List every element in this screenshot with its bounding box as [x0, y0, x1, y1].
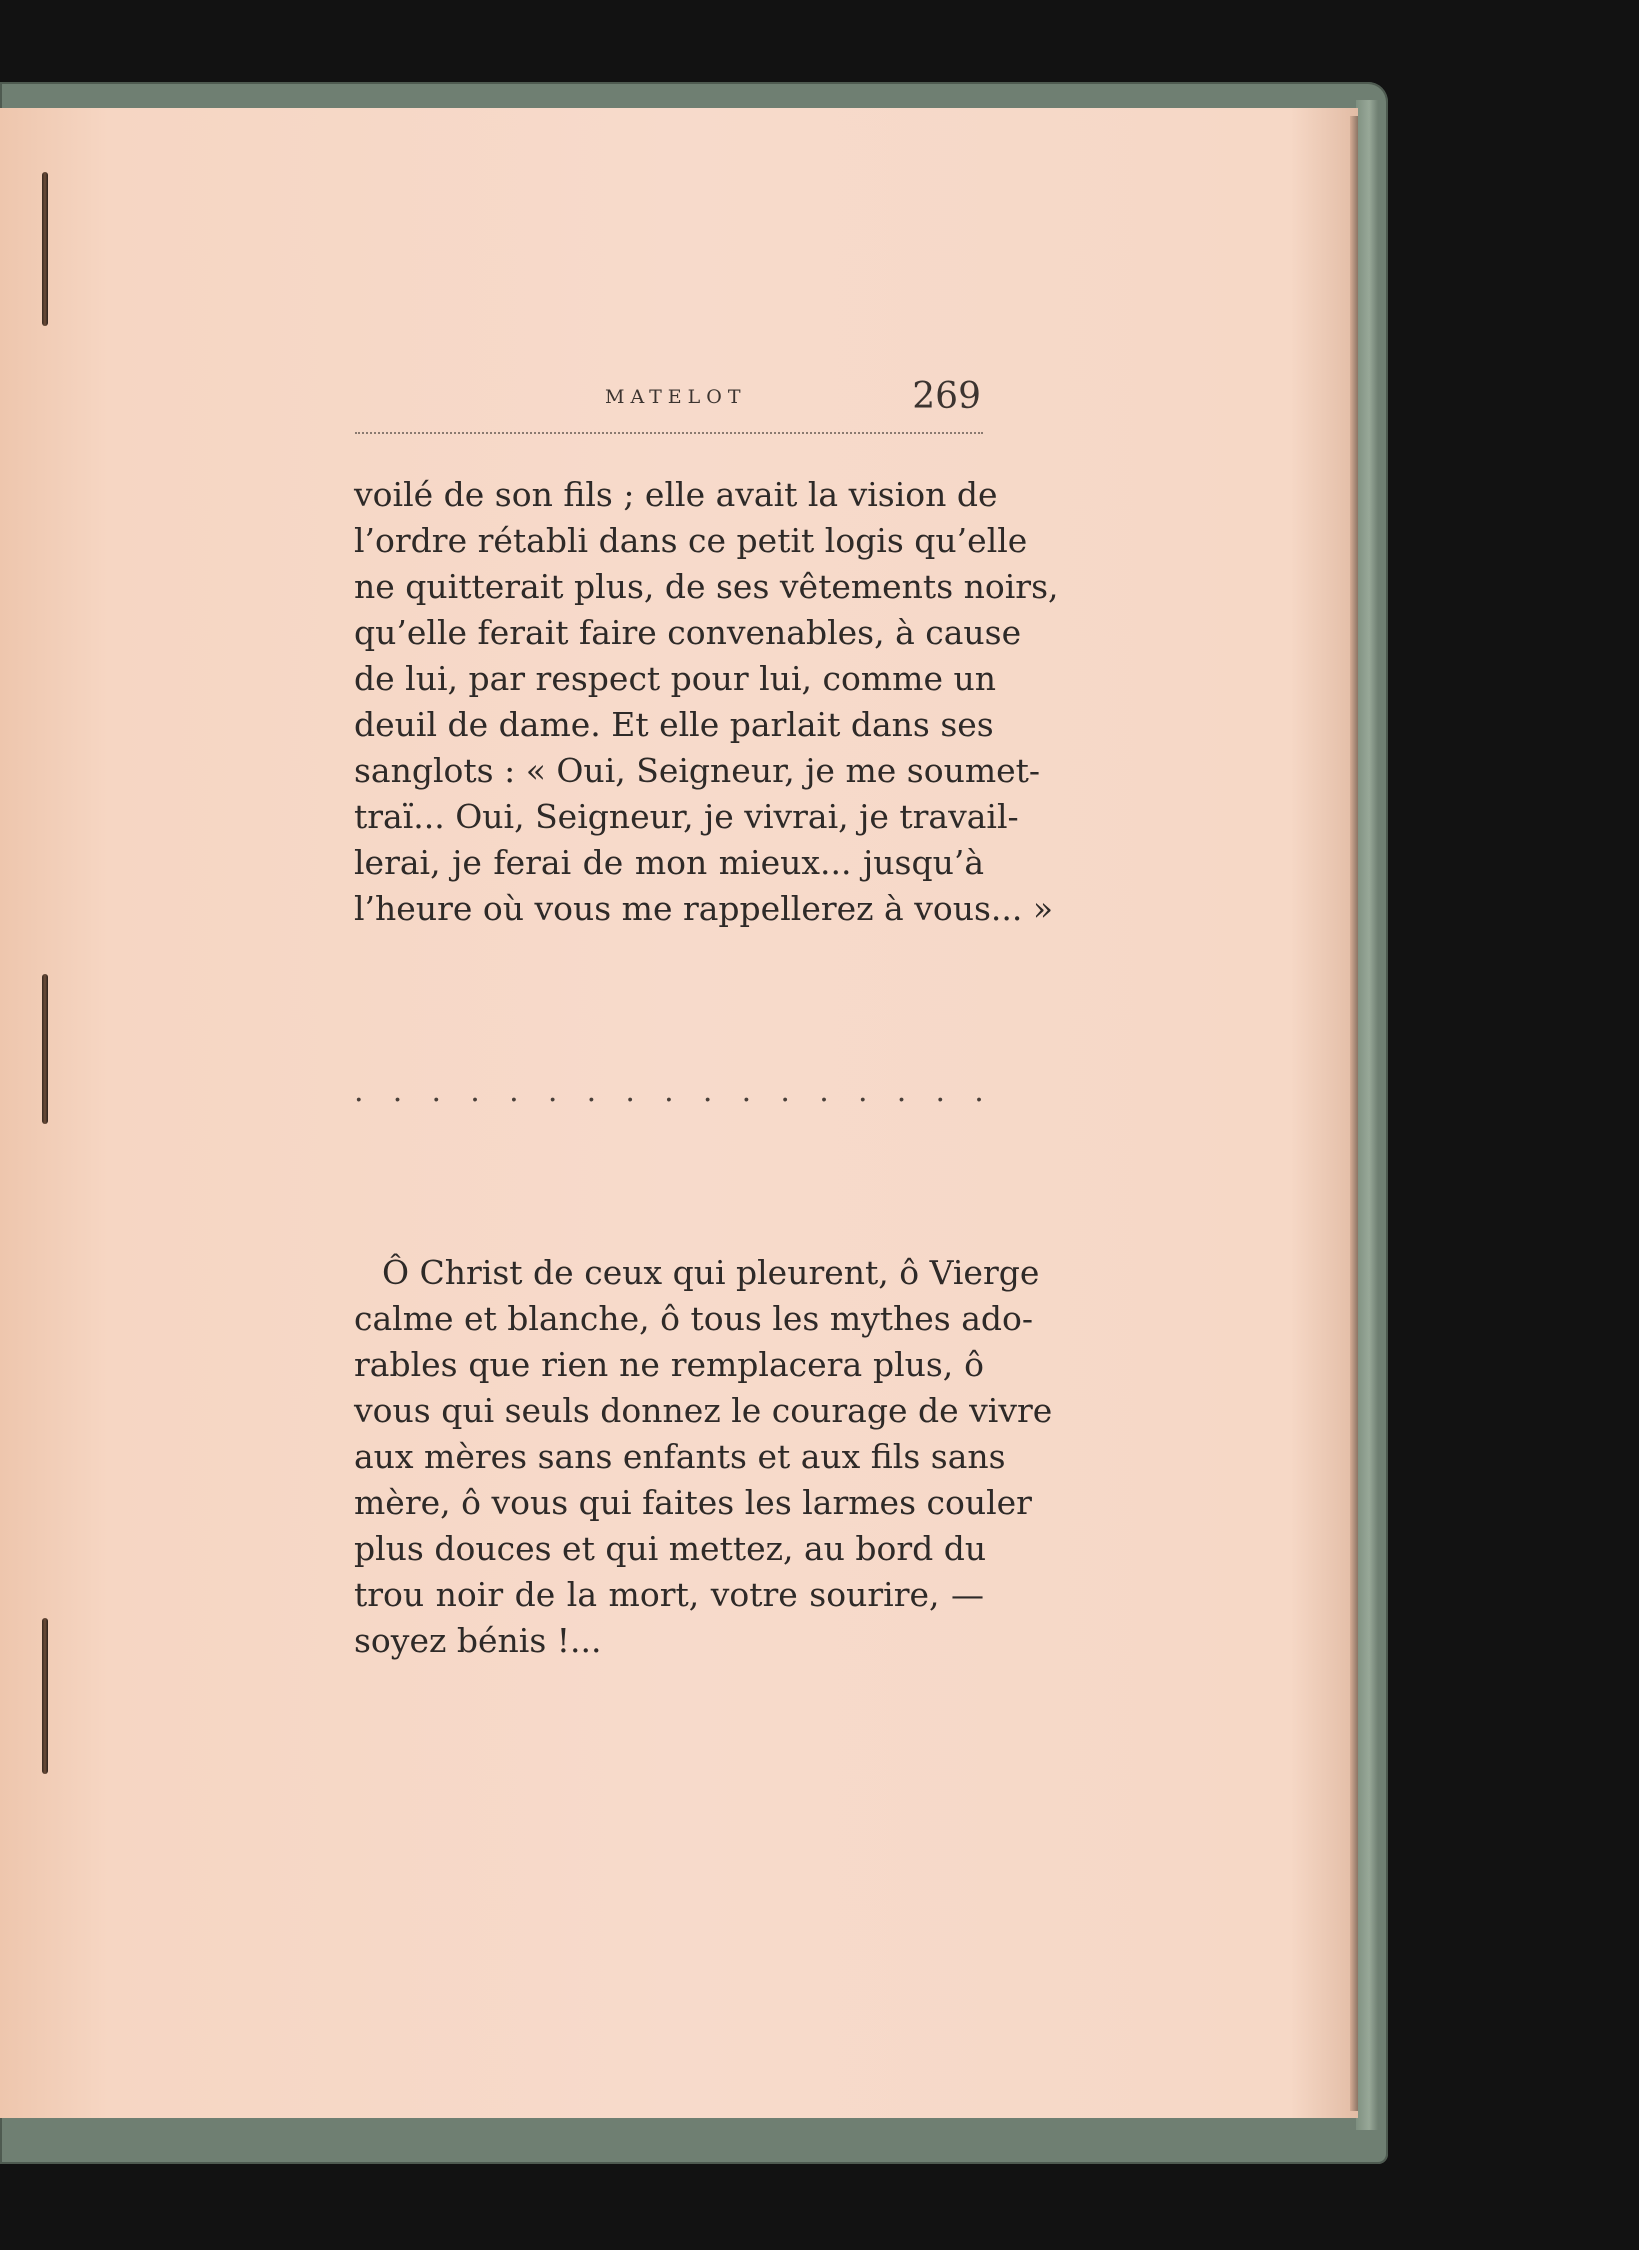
text-line: traï... Oui, Seigneur, je vivrai, je travail- [354, 797, 1019, 836]
separator-dot: . [819, 1074, 829, 1109]
text-line: lerai, je ferai de mon mieux... jusqu’à [354, 843, 984, 882]
separator-dot: . [664, 1074, 674, 1109]
text-line: voilé de son fils ; elle avait la vision de [354, 475, 998, 514]
separator-dot: . [780, 1074, 790, 1109]
separator-dot: . [625, 1074, 635, 1109]
cover-spine-edge [1356, 100, 1378, 2130]
separator-dot: . [702, 1074, 713, 1109]
separator-dot: . [586, 1074, 597, 1109]
text-line: aux mères sans enfants et aux fils sans [354, 1437, 1006, 1476]
page-edge-shadow [1350, 116, 1358, 2111]
text-line: deuil de dame. Et elle parlait dans ses [354, 705, 994, 744]
running-title: MATELOT [605, 386, 747, 408]
separator-dot: . [354, 1074, 364, 1109]
separator-dot: . [857, 1074, 868, 1109]
text-line: sanglots : « Oui, Seigneur, je me soumet- [354, 751, 1041, 790]
binding-stitch-bottom [42, 1618, 48, 1774]
page-header [355, 370, 983, 434]
binding-stitch-middle [42, 974, 48, 1124]
separator-dot: . [509, 1074, 519, 1109]
text-line: qu’elle ferait faire convenables, à cause [354, 613, 1022, 652]
text-line: calme et blanche, ô tous les mythes ado- [354, 1299, 1034, 1338]
separator-dot: . [935, 1074, 946, 1109]
text-line: vous qui seuls donnez le courage de vivre [354, 1391, 1053, 1430]
separator-dot: . [741, 1074, 752, 1109]
separator-dot: . [470, 1074, 480, 1109]
separator-dot: . [431, 1074, 442, 1109]
text-line: plus douces et qui mettez, au bord du [354, 1529, 987, 1568]
text-line: l’ordre rétabli dans ce petit logis qu’elle [354, 521, 1028, 560]
separator-dot: . [547, 1074, 558, 1109]
separator-dot: . [974, 1074, 984, 1109]
paragraph-2 [354, 1250, 1053, 1664]
text-line: trou noir de la mort, votre sourire, — [354, 1575, 984, 1614]
separator-dot: . [896, 1074, 907, 1109]
text-line: de lui, par respect pour lui, comme un [354, 659, 996, 698]
text-line: Ô Christ de ceux qui pleurent, ô Vierge [382, 1253, 1040, 1292]
binding-stitch-top [42, 172, 48, 326]
text-line: rables que rien ne remplacera plus, ô [354, 1345, 984, 1384]
section-separator-dots [354, 1074, 984, 1109]
separator-dot: . [392, 1074, 403, 1109]
text-line: l’heure où vous me rappellerez à vous... » [354, 889, 1054, 928]
paragraph-1 [354, 472, 1059, 932]
text-line: ne quitterait plus, de ses vêtements noirs, [354, 567, 1059, 606]
page-number: 269 [912, 376, 981, 417]
text-line: mère, ô vous qui faites les larmes couler [354, 1483, 1032, 1522]
text-line: soyez bénis !... [354, 1621, 602, 1660]
